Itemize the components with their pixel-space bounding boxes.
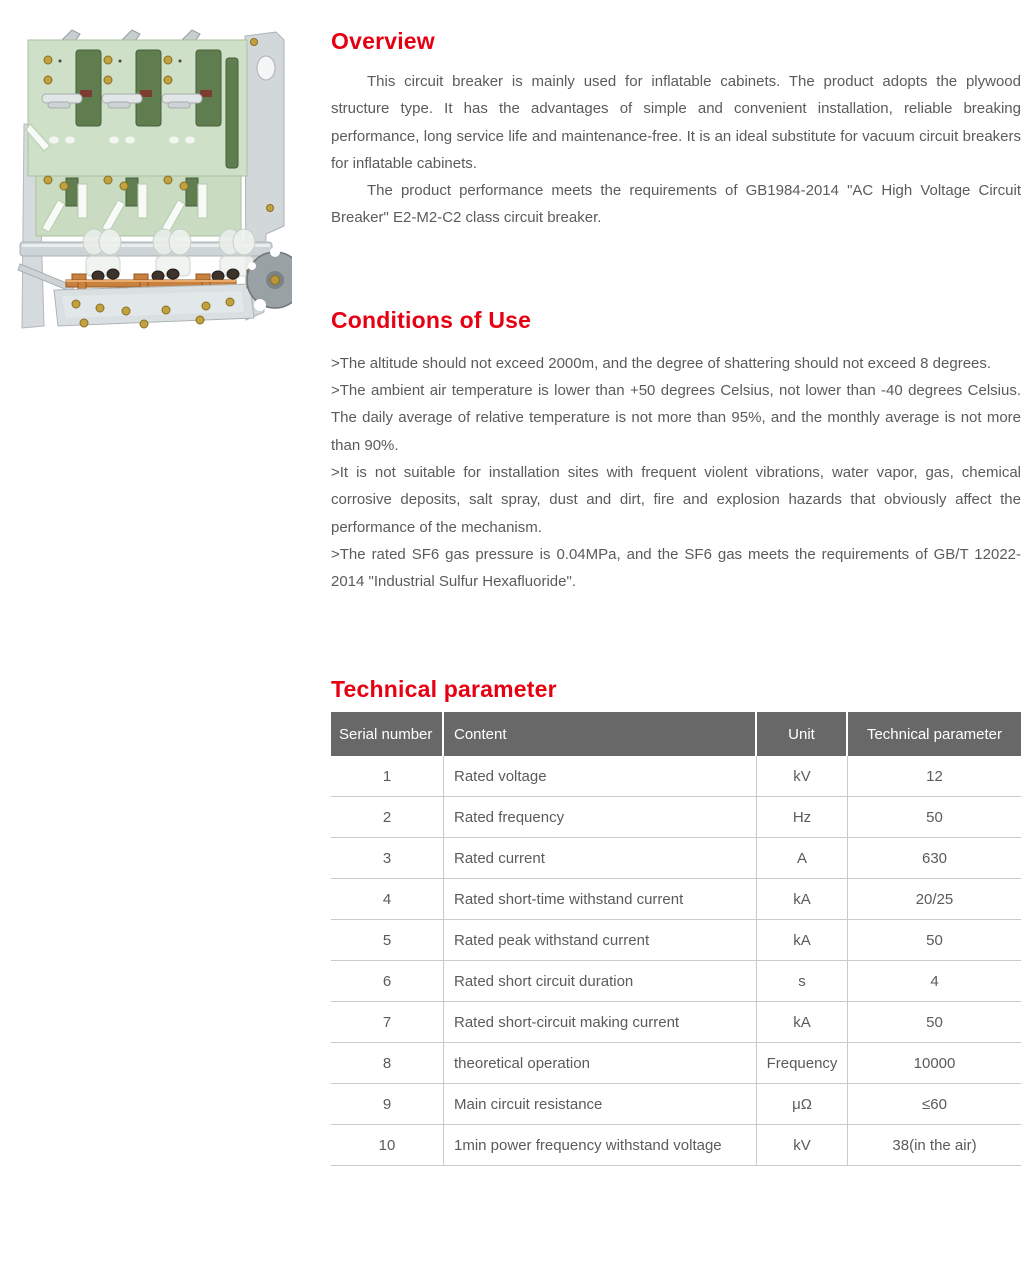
conditions-title: Conditions of Use [331,306,532,333]
table-cell: 10000 [848,1043,1021,1084]
overview-paragraph-2: The product performance meets the requirements of GB1984-2014 "AC High Voltage Circuit Breaker" E2-M2-C2 class circuit breaker. [331,182,1021,227]
table-cell: 5 [331,920,444,961]
table-row [331,797,1021,838]
overview-title: Overview [331,28,435,54]
table-cell: 4 [848,961,1021,1002]
table-cell: Rated short-time withstand current [444,879,757,920]
table-cell: 50 [848,797,1021,838]
section-technical [331,676,1021,1166]
table-cell: 12 [848,756,1021,797]
table-cell: ≤60 [848,1084,1021,1125]
insulators [83,229,255,276]
table-cell: 50 [848,920,1021,961]
table-cell: μΩ [757,1084,848,1125]
table-body [331,756,1021,1166]
table-cell: 50 [848,1002,1021,1043]
table-cell: kA [757,1002,848,1043]
condition-item-4: >The rated SF6 gas pressure is 0.04MPa, and the SF6 gas meets the requirements of GB/T 12022-2014 "Industrial Sulfur Hexafluoride". [331,545,1021,591]
table-cell: 38(in the air) [848,1125,1021,1166]
table-cell: kV [757,756,848,797]
condition-item-1: >The altitude should not exceed 2000m, and the degree of shattering should not exceed 8 degrees. [331,354,992,372]
copper-highlight [66,280,236,282]
table-row [331,838,1021,879]
table-cell: 8 [331,1043,444,1084]
table-row [331,1002,1021,1043]
main-content [331,28,1021,1166]
table-cell: 6 [331,961,444,1002]
table-cell: Rated short-circuit making current [444,1002,757,1043]
table-cell: Main circuit resistance [444,1084,757,1125]
table-cell: 9 [331,1084,444,1125]
table-cell: kA [757,920,848,961]
section-overview [331,28,1021,232]
table-head [331,712,1021,756]
condition-item-3: >It is not suitable for installation sites with frequent violent vibrations, water vapor, gas, chemical corrosive deposits, salt spray, dust and dirt, fire and explosion hazards that obviously affect the performance of the mechanism. [331,463,1021,536]
table-header-serial-number: Serial number [331,712,444,756]
table-row [331,961,1021,1002]
table-header-content: Content [444,712,757,756]
table-cell: 2 [331,797,444,838]
table-cell: kV [757,1125,848,1166]
condition-item-2: >The ambient air temperature is lower than +50 degrees Celsius, not lower than -40 degrees Celsius. The daily average of relative temperature is not more than 95%, and the monthly average is not more than 90%. [331,382,1021,454]
product-photo-circuit-breaker [14,28,292,334]
table-cell: 7 [331,1002,444,1043]
table-cell: 1min power frequency withstand voltage [444,1125,757,1166]
table-cell: Rated voltage [444,756,757,797]
table-header-unit: Unit [757,712,848,756]
technical-title: Technical parameter [331,676,557,703]
table-cell: 630 [848,838,1021,879]
table-row [331,1125,1021,1166]
table-cell: s [757,961,848,1002]
contact-clips [42,94,202,108]
table-header-technical-parameter: Technical parameter [848,712,1021,756]
table-cell: Rated short circuit duration [444,961,757,1002]
circuit-breaker-illustration [14,28,292,334]
overview-paragraph-1: This circuit breaker is mainly used for inflatable cabinets. The product adopts the plywood structure type. It has the advantages of simple and convenient installation, reliable breaking performance, long service life and maintenance-free. It is an ideal substitute for vacuum circuit breakers for inflatable cabinets. [331,73,1021,172]
table-cell: theoretical operation [444,1043,757,1084]
technical-parameter-table [331,712,1021,1166]
table-cell: Hz [757,797,848,838]
table-row [331,1043,1021,1084]
table-row [331,879,1021,920]
table-cell: 4 [331,879,444,920]
table-cell: Frequency [757,1043,848,1084]
table-cell: Rated peak withstand current [444,920,757,961]
table-cell: 10 [331,1125,444,1166]
table-cell: 3 [331,838,444,879]
table-cell: Rated frequency [444,797,757,838]
table-row [331,756,1021,797]
table-cell: 1 [331,756,444,797]
table-cell: 20/25 [848,879,1021,920]
table-cell: kA [757,879,848,920]
table-header-row [331,712,1021,756]
section-conditions [331,307,1021,596]
table-row [331,1084,1021,1125]
table-row [331,920,1021,961]
table-cell: Rated current [444,838,757,879]
table-cell: A [757,838,848,879]
